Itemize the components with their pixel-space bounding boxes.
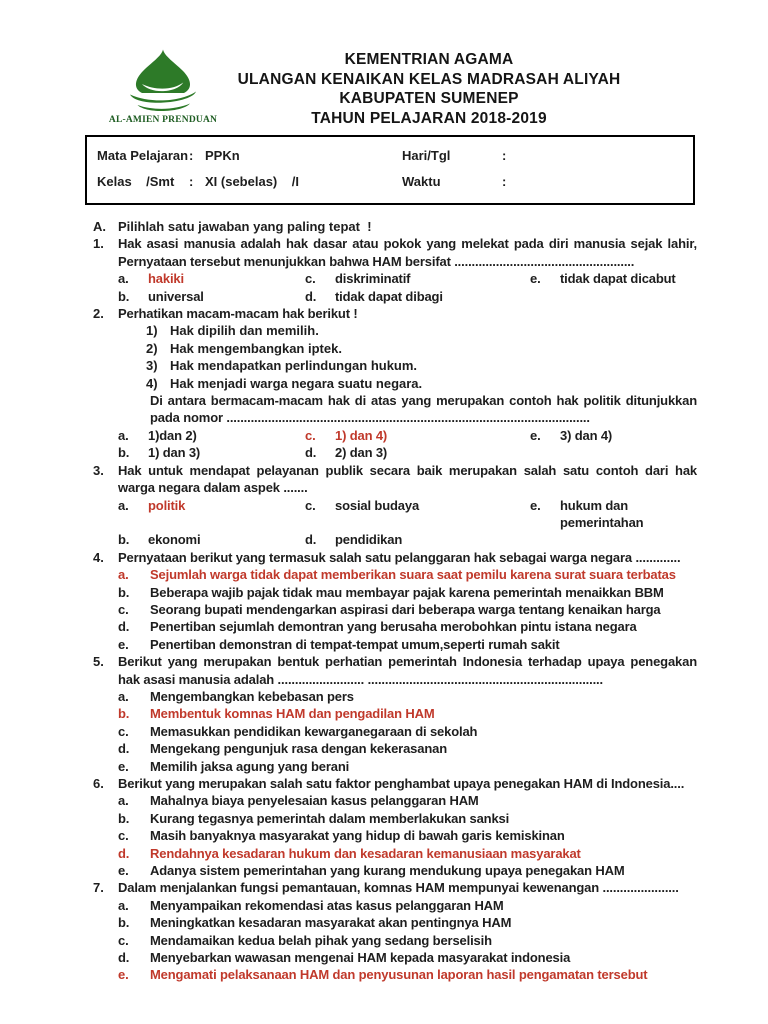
option-text: Adanya sistem pemerintahan yang kurang mendukung upaya penegakan HAM — [150, 863, 625, 879]
colon: : — [189, 148, 194, 163]
logo-label: AL-AMIEN PRENDUAN — [108, 115, 218, 125]
colon: : — [502, 148, 507, 163]
option-letter: c. — [118, 932, 129, 948]
option-letter: d. — [305, 445, 317, 461]
option-text: 2) dan 3) — [335, 445, 388, 461]
option — [118, 949, 697, 966]
option-text: Mendamaikan kedua belah pihak yang sedang berselisih — [150, 932, 492, 948]
options-grid — [118, 497, 697, 549]
option-letter: e. — [118, 967, 129, 983]
question-item — [93, 549, 697, 653]
option-letter: a. — [118, 897, 129, 913]
statement-text: Hak menjadi warga negara suatu negara. — [170, 375, 423, 391]
question-text: Dalam menjalankan fungsi pemantauan, komnas HAM mempunyai kewenangan ...................... — [118, 880, 679, 896]
option-text: hukum dan pemerintahan — [560, 497, 644, 530]
option-letter: e. — [530, 271, 541, 287]
option — [118, 427, 305, 444]
option-letter: e. — [118, 758, 129, 774]
question-item — [93, 775, 697, 879]
option-letter: d. — [118, 950, 130, 966]
option-letter: e. — [118, 863, 129, 879]
option-letter: b. — [118, 810, 130, 826]
statement-text: Hak mengembangkan iptek. — [170, 340, 342, 356]
option-text: Mahalnya biaya penyelesaian kasus pelanggaran HAM — [150, 793, 479, 809]
option-text: Penertiban sejumlah demontran yang berusaha merobohkan pintu istana negara — [150, 619, 637, 635]
option-text: Penertiban demonstran di tempat-tempat umum,seperti rumah sakit — [150, 636, 560, 652]
option-text: Seorang bupati mendengarkan aspirasi dari beberapa warga tentang kenaikan harga — [150, 601, 661, 617]
option-text: 1)dan 2) — [148, 427, 197, 443]
document-title-block — [170, 50, 688, 128]
question-number: 6. — [93, 776, 104, 791]
question-number: 2. — [93, 306, 104, 322]
statement-item — [146, 340, 697, 357]
question-text: Berikut yang merupakan salah satu faktor penghambat upaya penegakan HAM di Indonesia.... — [118, 776, 685, 791]
option — [118, 618, 697, 635]
option-text: Beberapa wajib pajak tidak mau membayar pajak karena pemerintah menaikkan BBM — [150, 584, 664, 600]
option — [118, 566, 697, 583]
option — [530, 497, 697, 532]
option-text: Sejumlah warga tidak dapat memberikan suara saat pemilu karena surat suara terbatas — [150, 567, 676, 583]
option — [118, 705, 697, 722]
question-number: 4. — [93, 549, 104, 565]
question-number: 5. — [93, 654, 104, 670]
question-text: Hak untuk mendapat pelayanan publik secara baik merupakan salah satu contoh dari hak warga negara dalam aspek ....... — [118, 462, 697, 496]
option-text: Membentuk komnas HAM dan pengadilan HAM — [150, 706, 435, 722]
option — [118, 497, 305, 532]
options-grid — [118, 427, 697, 462]
statement-text: Hak mendapatkan perlindungan hukum. — [170, 358, 418, 374]
question-item — [93, 653, 697, 775]
option — [118, 862, 697, 879]
option — [305, 427, 530, 444]
option-text: Menyebarkan wawasan mengenai HAM kepada masyarakat indonesia — [150, 950, 571, 966]
option — [118, 914, 697, 931]
option-letter: b. — [118, 288, 130, 304]
statement-number: 1) — [146, 323, 158, 339]
option-letter: c. — [305, 427, 316, 443]
option-text: sosial budaya — [335, 497, 420, 513]
question-text: Pernyataan berikut yang termasuk salah satu pelanggaran hak sebagai warga negara ............. — [118, 549, 681, 565]
options-grid — [118, 270, 697, 305]
option — [118, 636, 697, 653]
option — [118, 688, 697, 705]
section-heading — [93, 218, 697, 235]
option — [118, 758, 697, 775]
option-text: Meningkatkan kesadaran masyarakat akan pentingnya HAM — [150, 915, 512, 931]
option — [118, 723, 697, 740]
statement-number: 3) — [146, 358, 158, 374]
option-text: Memasukkan pendidikan kewarganegaraan di sekolah — [150, 723, 478, 739]
option-text: Memilih jaksa agung yang berani — [150, 758, 350, 774]
class-value: XI (sebelas) /I — [205, 174, 299, 189]
option-letter: c. — [305, 497, 316, 513]
option-letter: d. — [305, 532, 317, 548]
option-letter: c. — [118, 723, 129, 739]
option — [118, 932, 697, 949]
option-letter: d. — [118, 619, 130, 635]
class-label: Kelas /Smt — [97, 174, 175, 189]
option-letter: d. — [118, 845, 130, 861]
colon: : — [502, 174, 507, 189]
title-line-regency: KABUPATEN SUMENEP — [339, 90, 519, 107]
option — [118, 966, 697, 983]
option-text: Masih banyaknya masyarakat yang hidup di bawah garis kemiskinan — [150, 828, 565, 844]
question-number: 3. — [93, 462, 104, 478]
title-line-agency: KEMENTRIAN AGAMA — [344, 51, 514, 68]
subject-label: Mata Pelajaran — [97, 148, 189, 163]
option-text: Kurang tegasnya pemerintah dalam memberlakukan sanksi — [150, 810, 510, 826]
statement-item — [146, 357, 697, 374]
option-letter: c. — [305, 271, 316, 287]
exam-header — [0, 48, 768, 135]
option-letter: c. — [118, 828, 129, 844]
section-title: Pilihlah satu jawaban yang paling tepat ! — [118, 219, 372, 234]
statement-number: 4) — [146, 375, 158, 391]
options-list — [118, 897, 697, 984]
subject-value: PPKn — [205, 148, 240, 163]
option-text: tidak dapat dicabut — [560, 271, 676, 287]
option — [118, 444, 305, 461]
option — [305, 288, 530, 305]
option-text: Mengembangkan kebebasan pers — [150, 688, 354, 704]
option-letter: a. — [118, 497, 129, 513]
question-text: Perhatikan macam-macam hak berikut ! — [118, 306, 358, 322]
exam-info-box — [85, 135, 695, 205]
option-letter: b. — [118, 532, 130, 548]
date-label: Hari/Tgl — [402, 148, 451, 163]
question-text: Hak asasi manusia adalah hak dasar atau pokok yang melekat pada diri manusia sejak lahir, Pernyataan tersebut menunjukkan bahwa HAM bersifat .................................................... — [118, 236, 697, 269]
option — [118, 845, 697, 862]
option-letter: a. — [118, 271, 129, 287]
option-letter: e. — [530, 427, 541, 443]
options-list — [118, 688, 697, 775]
option-text: Mengekang pengunjuk rasa dengan kekerasanan — [150, 741, 447, 757]
question-continuation: Di antara bermacam-macam hak di atas yang merupakan contoh hak politik ditunjukkan pada nomor ......................................................................................................... — [150, 393, 697, 426]
question-item — [93, 235, 697, 305]
option-text: ekonomi — [148, 532, 201, 548]
option-text: 1) dan 4) — [335, 427, 388, 443]
option-letter: e. — [118, 636, 129, 652]
statement-text: Hak dipilih dan memilih. — [170, 323, 319, 339]
question-number: 1. — [93, 236, 104, 252]
option — [305, 531, 530, 548]
info-row-class — [97, 169, 683, 195]
option — [305, 497, 530, 532]
options-list — [118, 792, 697, 879]
question-area — [93, 218, 697, 984]
option-text: Menyampaikan rekomendasi atas kasus pelanggaran HAM — [150, 897, 504, 913]
option — [118, 897, 697, 914]
option-text: universal — [148, 288, 204, 304]
statement-number: 2) — [146, 340, 158, 356]
option-text: 3) dan 4) — [560, 427, 613, 443]
option-text: 1) dan 3) — [148, 445, 201, 461]
info-row-subject — [97, 143, 683, 169]
option — [530, 270, 697, 287]
option — [118, 740, 697, 757]
option-letter: b. — [118, 915, 130, 931]
option — [118, 792, 697, 809]
option-text: tidak dapat dibagi — [335, 288, 443, 304]
option-letter: d. — [305, 288, 317, 304]
option-letter: d. — [118, 741, 130, 757]
option-letter: c. — [118, 601, 129, 617]
option — [118, 584, 697, 601]
option — [118, 531, 305, 548]
title-line-year: TAHUN PELAJARAN 2018-2019 — [311, 109, 547, 127]
colon: : — [189, 174, 194, 189]
option — [118, 810, 697, 827]
option-letter: b. — [118, 706, 130, 722]
options-list — [118, 566, 697, 653]
option-letter: b. — [118, 445, 130, 461]
question-text: Berikut yang merupakan bentuk perhatian pemerintah Indonesia terhadap upaya penegakan hak asasi manusia adalah ......................... .................................................................... — [118, 654, 697, 687]
option — [530, 427, 697, 444]
option — [118, 270, 305, 287]
question-item — [93, 305, 697, 462]
statement-item — [146, 322, 697, 339]
time-label: Waktu — [402, 174, 441, 189]
option — [305, 270, 530, 287]
option-letter: a. — [118, 793, 129, 809]
option-text: pendidikan — [335, 532, 403, 548]
option-letter: a. — [118, 427, 129, 443]
option-text: Rendahnya kesadaran hukum dan kesadaran kemanusiaan masyarakat — [150, 845, 581, 861]
option-letter: b. — [118, 584, 130, 600]
question-item — [93, 462, 697, 549]
option-text: hakiki — [148, 271, 184, 287]
option-letter: a. — [118, 567, 129, 583]
option-text: Mengamati pelaksanaan HAM dan penyusunan laporan hasil pengamatan tersebut — [150, 967, 648, 983]
title-line-exam: ULANGAN KENAIKAN KELAS MADRASAH ALIYAH — [237, 70, 621, 88]
question-number: 7. — [93, 880, 104, 896]
section-letter: A. — [93, 219, 106, 234]
option — [118, 288, 305, 305]
option — [118, 827, 697, 844]
option — [305, 444, 530, 461]
option-letter: e. — [530, 497, 541, 513]
question-item — [93, 879, 697, 983]
option-text: politik — [148, 497, 186, 513]
statement-item — [146, 375, 697, 392]
option-letter: a. — [118, 688, 129, 704]
option — [118, 601, 697, 618]
option-text: diskriminatif — [335, 271, 411, 287]
